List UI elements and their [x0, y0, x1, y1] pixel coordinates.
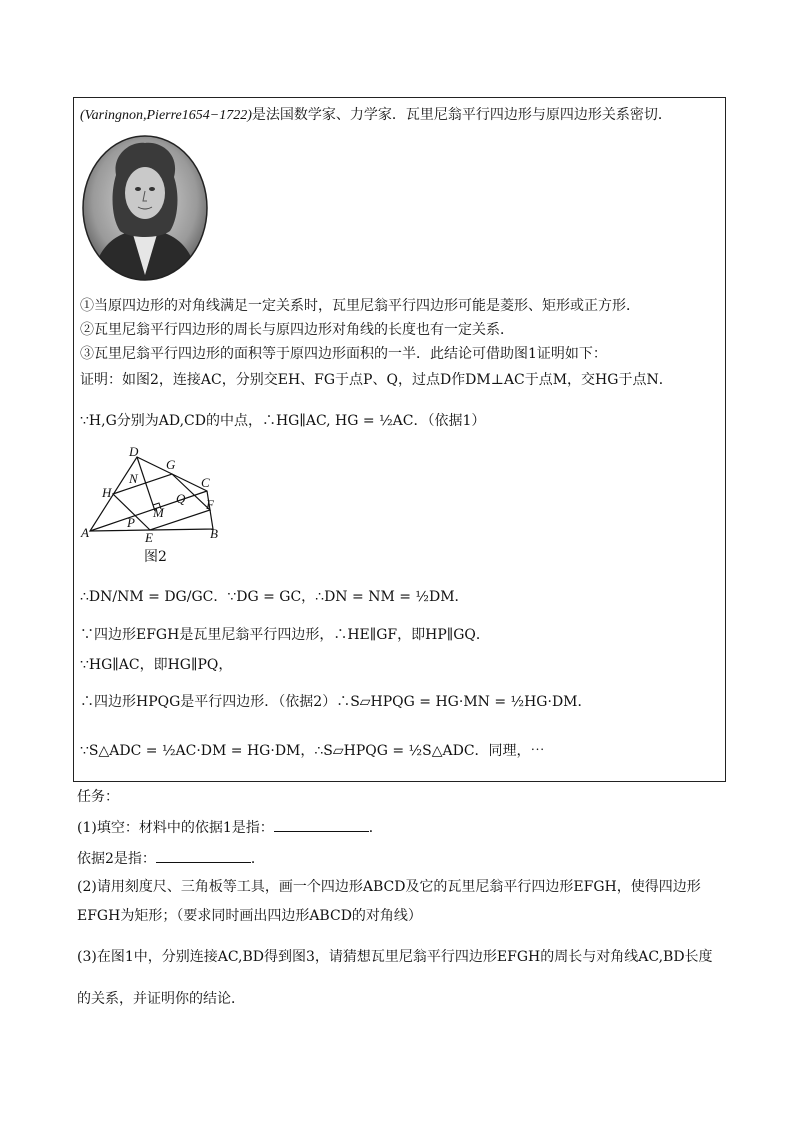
answer-blank-1[interactable] [274, 817, 369, 832]
label-B: B [210, 526, 218, 541]
portrait-icon [82, 135, 208, 281]
proof-line-1: 证明：如图2，连接AC，分别交EH、FG于点P、Q，过点D作DM⊥AC于点M，交HG于点N． [80, 372, 673, 388]
task-2a: (2)请用刻度尺、三角板等工具，画一个四边形ABCD及它的瓦里尼翁平行四边形EFGH，使得四边形 [77, 879, 701, 895]
proof-line-6: ∴四边形HPQG是平行四边形．（依据2）∴S▱HPQG = HG·MN = ½HG·DM． [80, 694, 592, 710]
point-2: ②瓦里尼翁平行四边形的周长与原四边形对角线的长度也有一定关系． [80, 322, 514, 338]
figure-caption: 图2 [144, 549, 167, 565]
name-en: (Varingnon,Pierre1654−1722) [80, 108, 252, 123]
intro-line [80, 106, 672, 125]
label-H: H [102, 485, 112, 500]
task-3b: 的关系，并证明你的结论． [77, 991, 245, 1007]
task-1b [77, 848, 265, 868]
label-G: G [166, 457, 176, 472]
answer-blank-2[interactable] [156, 848, 251, 863]
point-3: ③瓦里尼翁平行四边形的面积等于原四边形面积的一半．此结论可借助图1证明如下： [80, 346, 607, 362]
label-A: A [81, 525, 89, 540]
label-E: E [145, 530, 153, 545]
proof-line-7: ∵S△ADC = ½AC·DM = HG·DM，∴S▱HPQG = ½S△ADC．同理，⋯ [80, 743, 545, 759]
label-P: P [127, 515, 135, 530]
label-Q: Q [176, 491, 186, 506]
tasks-heading: 任务： [77, 789, 119, 805]
task-1a [77, 817, 383, 837]
proof-line-4: ∵四边形EFGH是瓦里尼翁平行四边形，∴HE∥GF，即HP∥GQ． [80, 627, 490, 643]
task-1a-end: ． [368, 820, 383, 836]
label-F: F [206, 497, 214, 512]
label-C: C [201, 475, 210, 490]
task-1b-end: ． [250, 851, 265, 867]
intro-text: 是法国数学家、力学家．瓦里尼翁平行四边形与原四边形关系密切． [251, 107, 672, 123]
proof-line-2: ∵H,G分别为AD,CD的中点，∴HG∥AC, HG = ½AC．（依据1） [80, 413, 486, 429]
proof-line-5: ∵HG∥AC，即HG∥PQ， [80, 657, 233, 673]
task-1b-text: 依据2是指： [77, 851, 156, 867]
task-2b: EFGH为矩形；（要求同时画出四边形ABCD的对角线） [77, 908, 422, 924]
label-D: D [129, 445, 139, 459]
segment-DM [137, 457, 155, 511]
task-3a: (3)在图1中，分别连接AC,BD得到图3，请猜想瓦里尼翁平行四边形EFGH的周长与对角线AC,BD长度 [77, 949, 713, 965]
task-1a-text: (1)填空：材料中的依据1是指： [77, 820, 274, 836]
label-M: M [153, 505, 164, 520]
proof-line-3: ∴DN/NM = DG/GC．∵DG = GC，∴DN = NM = ½DM． [80, 589, 469, 605]
label-N: N [129, 471, 138, 486]
point-1: ①当原四边形的对角线满足一定关系时，瓦里尼翁平行四边形可能是菱形、矩形或正方形． [80, 298, 640, 314]
